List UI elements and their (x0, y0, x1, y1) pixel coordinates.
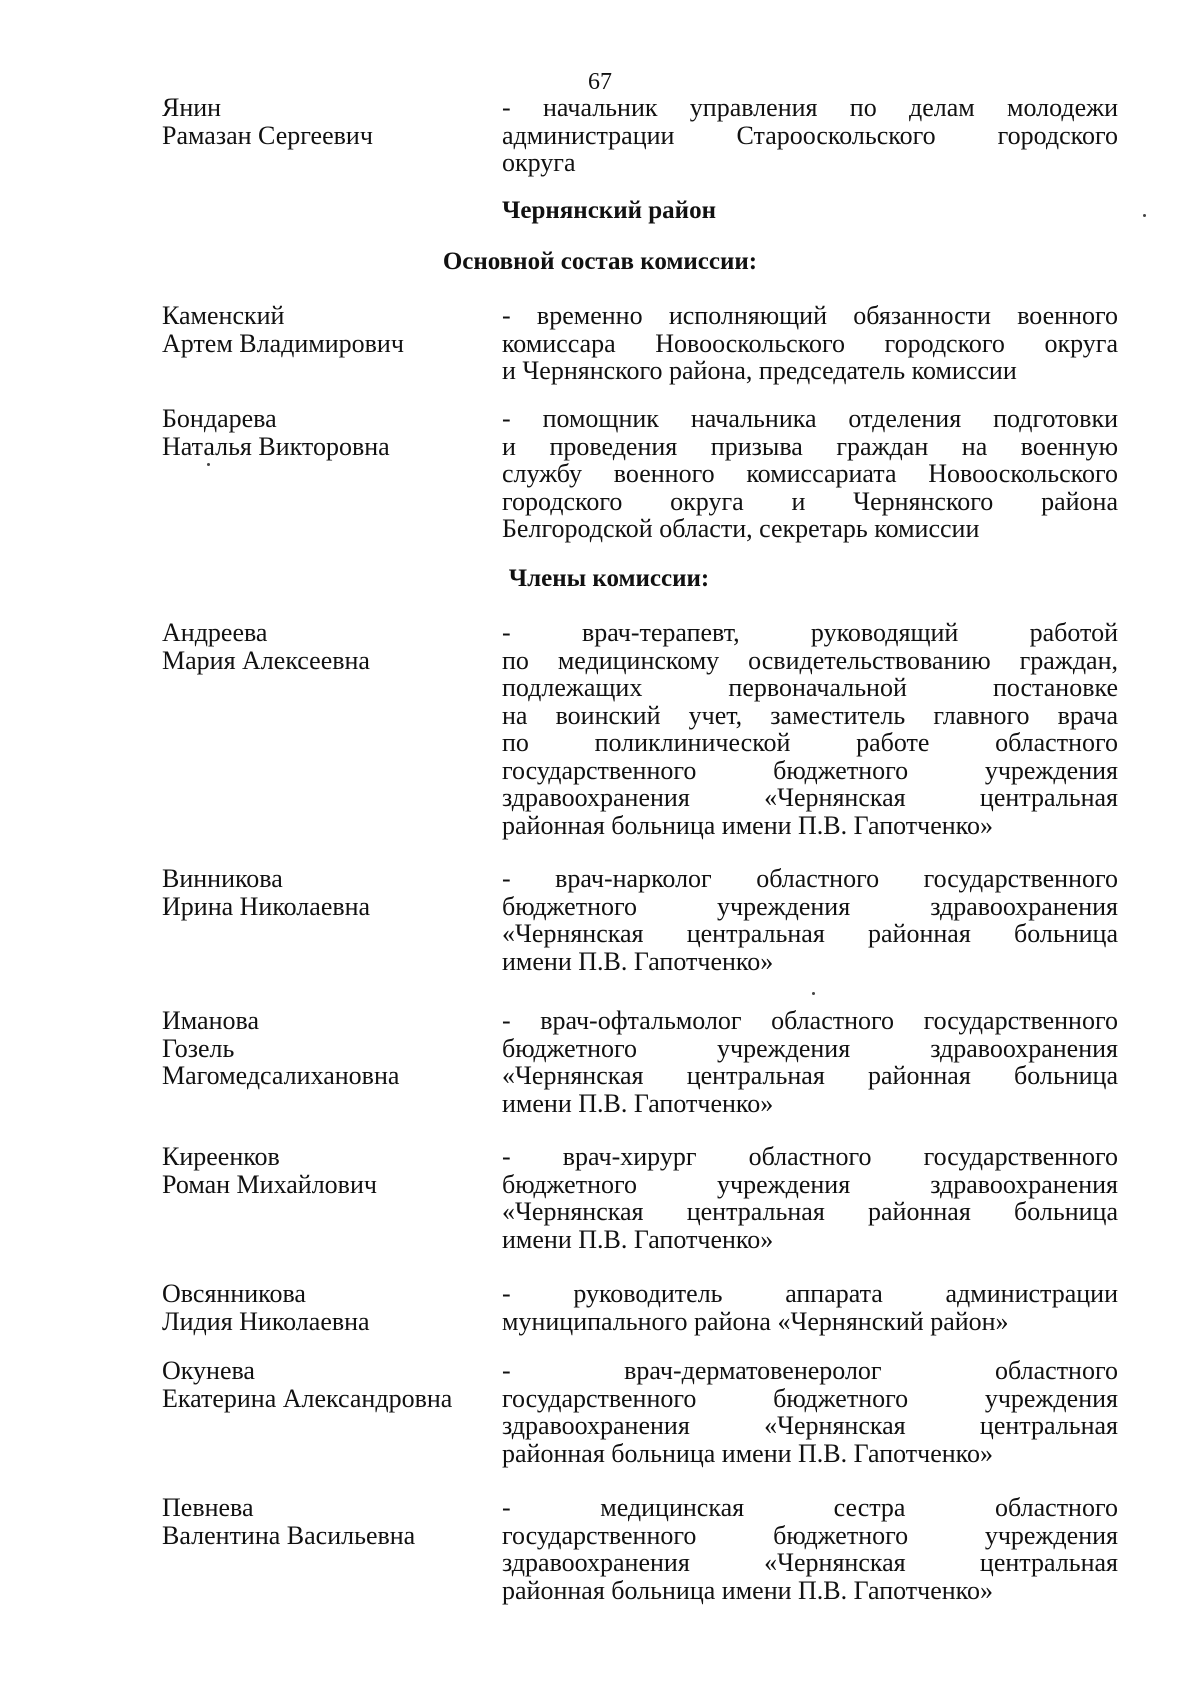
member-role (502, 405, 1118, 543)
member-name (162, 1494, 502, 1549)
member-given-name: Артем Владимирович (162, 328, 404, 358)
member-role (502, 1143, 1118, 1253)
member-surname: Каменский (162, 301, 285, 330)
member-surname: Винникова (162, 864, 283, 893)
role-line: по медицинскому освидетельствованию граждан, (502, 645, 1118, 675)
member-name (162, 94, 502, 149)
member-name (162, 1143, 502, 1198)
scan-speck (207, 463, 210, 466)
member-name (162, 1280, 502, 1335)
role-line: администрации Старооскольского городского (502, 120, 1118, 150)
member-given-name: Екатерина Александровна (162, 1383, 453, 1413)
member-role (502, 1494, 1118, 1604)
role-line: «Чернянская центральная районная больница (502, 1061, 1118, 1090)
member-surname: Киреенков (162, 1142, 280, 1171)
members-heading: Члены комиссии: (508, 565, 710, 592)
role-line: округа (502, 148, 576, 177)
role-line: государственного бюджетного учреждения (502, 1520, 1118, 1550)
member-role (502, 94, 1118, 177)
member-patronymic: Магомедсалихановна (162, 1061, 400, 1090)
role-line: здравоохранения «Чернянская центральная (502, 783, 1118, 812)
role-line: - руководитель аппарата администрации (502, 1279, 1118, 1308)
role-line: городского округа и Чернянского района (502, 486, 1118, 516)
member-name (162, 619, 502, 674)
scan-speck (1143, 214, 1146, 217)
member-role (502, 865, 1118, 975)
member-surname: Андреева (162, 618, 268, 647)
role-line: имени П.В. Гапотченко» (502, 1088, 774, 1118)
role-line: имени П.В. Гапотченко» (502, 946, 774, 976)
role-line: бюджетного учреждения здравоохранения (502, 891, 1118, 921)
role-line: районная больница имени П.В. Гапотченко» (502, 810, 993, 840)
role-line: подлежащих первоначальной постановке (502, 673, 1118, 702)
role-line: бюджетного учреждения здравоохранения (502, 1033, 1118, 1063)
member-surname: Янин (162, 93, 222, 122)
role-line: по поликлинической работе областного (502, 728, 1118, 757)
member-given-name: Роман Михайлович (162, 1169, 377, 1199)
member-role (502, 302, 1118, 385)
page-number: 67 (588, 69, 612, 95)
member-name (162, 302, 502, 357)
role-line: - врач-офтальмолог областного государственного (502, 1006, 1118, 1035)
member-surname: Бондарева (162, 404, 277, 433)
role-line: государственного бюджетного учреждения (502, 1383, 1118, 1413)
role-line: - врач-хирург областного государственного (502, 1142, 1118, 1171)
role-line: - врач-нарколог областного государственного (502, 864, 1118, 893)
member-surname: Овсянникова (162, 1279, 306, 1308)
role-line: на воинский учет, заместитель главного врача (502, 700, 1118, 730)
role-line: муниципального района «Чернянский район» (502, 1306, 1009, 1336)
role-line: Белгородской области, секретарь комиссии (502, 514, 980, 543)
member-surname: Иманова (162, 1006, 259, 1035)
member-name (162, 1357, 502, 1412)
role-line: районная больница имени П.В. Гапотченко» (502, 1438, 993, 1468)
role-line: здравоохранения «Чернянская центральная (502, 1548, 1118, 1577)
member-given-name: Валентина Васильевна (162, 1520, 416, 1550)
role-line: - помощник начальника отделения подготовки (502, 404, 1118, 433)
role-line: «Чернянская центральная районная больница (502, 1197, 1118, 1226)
role-line: - врач-терапевт, руководящий работой (502, 618, 1118, 647)
role-line: - начальник управления по делам молодежи (502, 93, 1118, 122)
role-line: «Чернянская центральная районная больница (502, 919, 1118, 948)
role-line: имени П.В. Гапотченко» (502, 1224, 774, 1254)
member-surname: Окунева (162, 1356, 255, 1385)
main-composition-heading: Основной состав комиссии: (442, 248, 758, 275)
member-role (502, 619, 1118, 839)
district-heading: Чернянский район (502, 197, 716, 224)
member-role (502, 1280, 1118, 1335)
member-given-name: Ирина Николаевна (162, 891, 371, 921)
member-given-name: Мария Алексеевна (162, 645, 370, 675)
member-given-name: Наталья Викторовна (162, 431, 390, 461)
role-line: службу военного комиссариата Новооскольского (502, 459, 1118, 488)
member-role (502, 1357, 1118, 1467)
role-line: здравоохранения «Чернянская центральная (502, 1411, 1118, 1440)
member-role (502, 1007, 1118, 1117)
member-given-name: Рамазан Сергеевич (162, 120, 373, 150)
member-given-name: Лидия Николаевна (162, 1306, 370, 1336)
member-name (162, 405, 502, 460)
role-line: - врач-дерматовенеролог областного (502, 1356, 1118, 1385)
role-line: и Чернянского района, председатель комиссии (502, 356, 1017, 385)
member-name (162, 1007, 502, 1090)
role-line: - медицинская сестра областного (502, 1493, 1118, 1522)
role-line: комиссара Новооскольского городского округа (502, 328, 1118, 358)
role-line: и проведения призыва граждан на военную (502, 431, 1118, 461)
member-name (162, 865, 502, 920)
member-given-name: Гозель (162, 1033, 235, 1063)
role-line: - временно исполняющий обязанности военного (502, 301, 1118, 330)
member-surname: Певнева (162, 1493, 254, 1522)
role-line: государственного бюджетного учреждения (502, 755, 1118, 785)
scan-speck (812, 992, 815, 995)
role-line: бюджетного учреждения здравоохранения (502, 1169, 1118, 1199)
role-line: районная больница имени П.В. Гапотченко» (502, 1575, 993, 1605)
